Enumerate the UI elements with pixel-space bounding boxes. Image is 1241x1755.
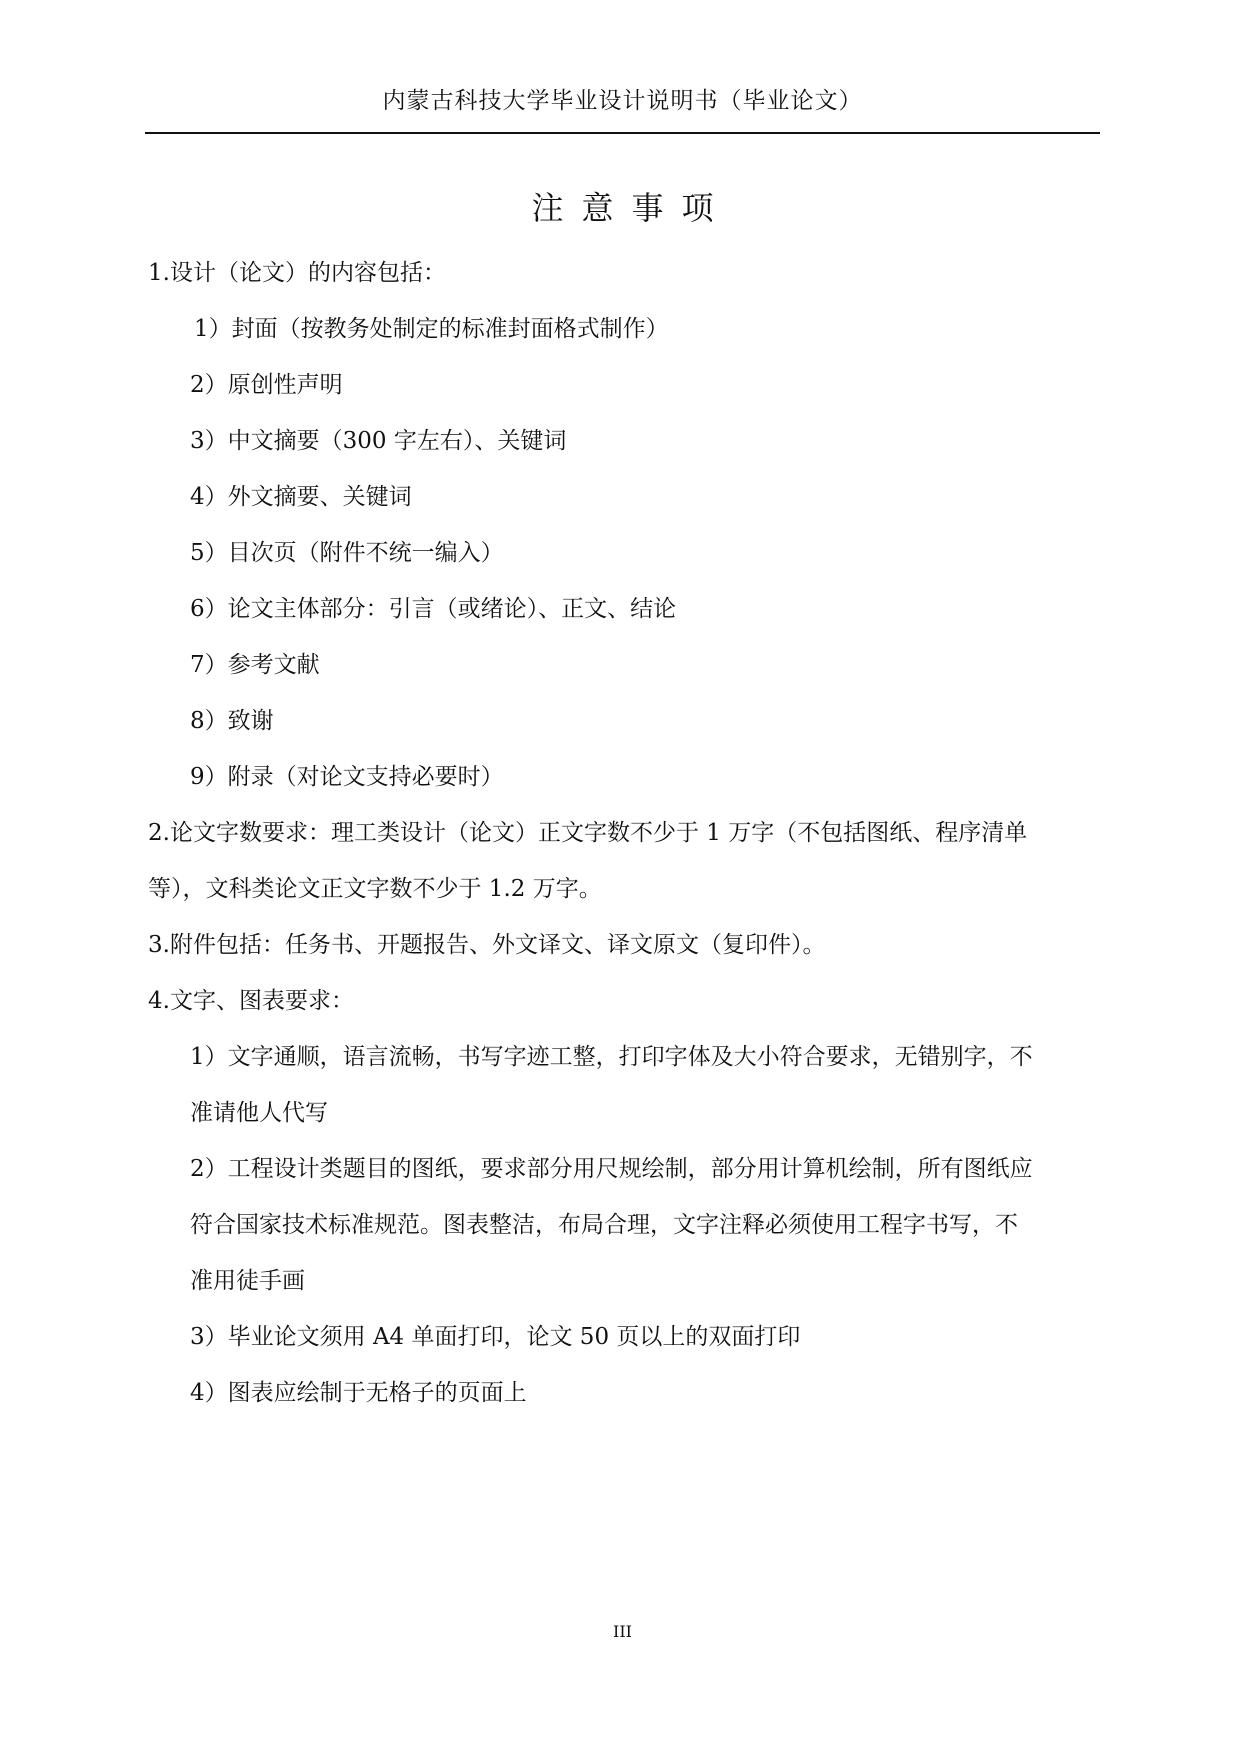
list-item-appendix: 9）附录（对论文支持必要时） (190, 764, 504, 790)
header-divider (145, 132, 1100, 134)
list-item-originality: 2）原创性声明 (190, 372, 343, 398)
section-2-text-line-2: 等），文科类论文正文字数不少于 1.2 万字。 (148, 876, 602, 902)
list-item-cover: 1）封面（按教务处制定的标准封面格式制作） (194, 316, 669, 342)
page-number: III (613, 1622, 632, 1641)
running-header: 内蒙古科技大学毕业设计说明书（毕业论文） (382, 88, 863, 114)
list-item-main-body: 6）论文主体部分：引言（或绪论）、正文、结论 (190, 596, 677, 622)
list-item-chinese-abstract: 3）中文摘要（300 字左右）、关键词 (190, 428, 567, 454)
requirement-2-line-2: 符合国家技术标准规范。图表整洁，布局合理，文字注释必须使用工程字书写，不 (190, 1212, 1018, 1238)
section-3-text: 3.附件包括：任务书、开题报告、外文译文、译文原文（复印件）。 (148, 932, 826, 958)
page-title: 注意事项 (531, 189, 732, 227)
list-item-references: 7）参考文献 (190, 652, 320, 678)
section-2-text-line-1: 2.论文字数要求：理工类设计（论文）正文字数不少于 1 万字（不包括图纸、程序清单 (148, 820, 1028, 846)
requirement-3: 3）毕业论文须用 A4 单面打印，论文 50 页以上的双面打印 (190, 1324, 801, 1350)
requirement-2-line-3: 准用徒手画 (190, 1268, 305, 1294)
requirement-1-line-2: 准请他人代写 (190, 1100, 328, 1126)
requirement-4: 4）图表应绘制于无格子的页面上 (190, 1380, 527, 1406)
list-item-toc: 5）目次页（附件不统一编入） (190, 540, 504, 566)
requirement-2-line-1: 2）工程设计类题目的图纸，要求部分用尺规绘制，部分用计算机绘制，所有图纸应 (190, 1156, 1033, 1182)
list-item-acknowledgements: 8）致谢 (190, 708, 274, 734)
section-4-heading: 4.文字、图表要求： (148, 988, 354, 1014)
section-1-heading: 1.设计（论文）的内容包括： (148, 260, 446, 286)
requirement-1-line-1: 1）文字通顺，语言流畅，书写字迹工整，打印字体及大小符合要求，无错别字，不 (190, 1044, 1033, 1070)
list-item-foreign-abstract: 4）外文摘要、关键词 (190, 484, 412, 510)
